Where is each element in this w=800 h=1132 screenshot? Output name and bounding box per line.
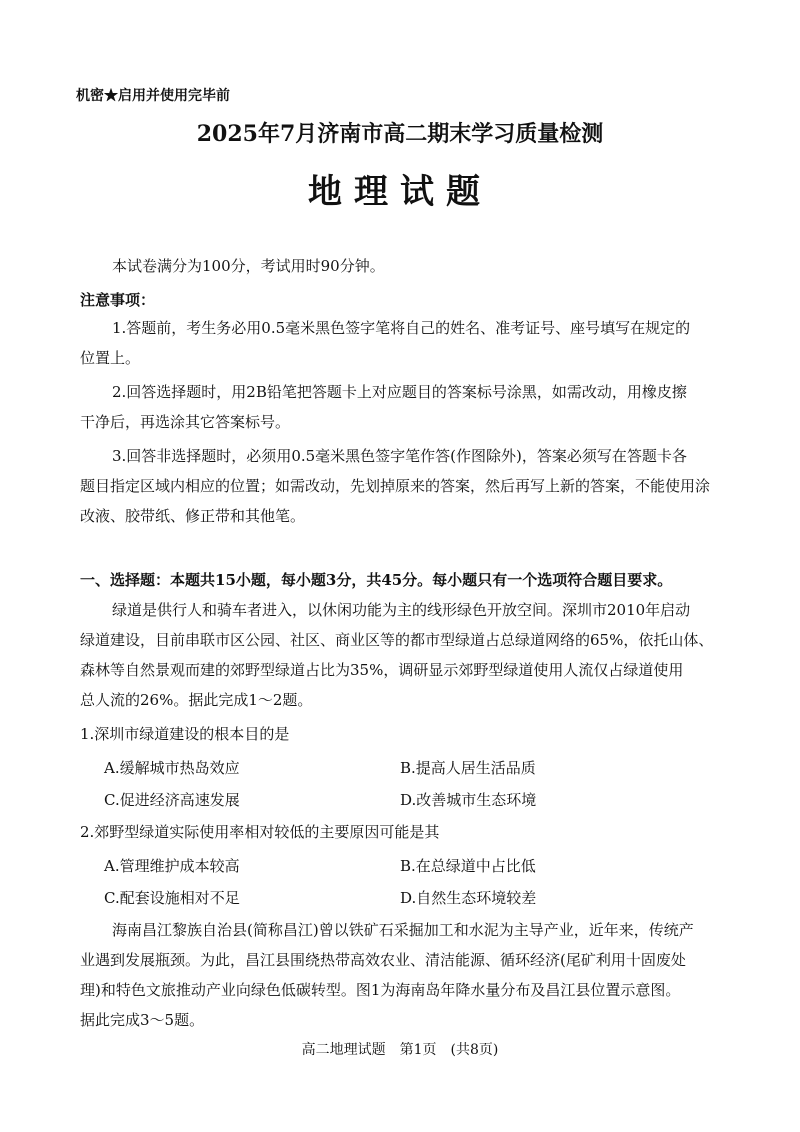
intro-text: 本试卷满分为100分，考试用时90分钟。 <box>112 257 385 275</box>
subject-title: 地理试题 <box>308 172 492 212</box>
notice-line-4: 干净后，再选涂其它答案标号。 <box>80 413 291 431</box>
q2-option-c: C.配套设施相对不足 <box>104 889 240 907</box>
q1-option-b: B.提高人居生活品质 <box>400 759 536 777</box>
q1-option-c: C.促进经济高速发展 <box>104 791 240 809</box>
notice-line-6: 题目指定区域内相应的位置；如需改动，先划掉原来的答案，然后再写上新的答案，不能使用涂 <box>80 477 711 495</box>
q2-option-a: A.管理维护成本较高 <box>104 857 240 875</box>
passage2-line-3: 理)和特色文旅推动产业向绿色低碳转型。图1为海南岛年降水量分布及昌江县位置示意图。 <box>80 981 681 999</box>
q1-option-a: A.缓解城市热岛效应 <box>104 759 240 777</box>
passage2-line-2: 业遇到发展瓶颈。为此，昌江县围绕热带高效农业、清洁能源、循环经济(尾矿利用十固废处 <box>80 951 686 969</box>
passage1-line-2: 绿道建设，目前串联市区公园、社区、商业区等的都市型绿道占总绿道网络的65%，依托山体、 <box>80 631 714 649</box>
page-footer: 高二地理试题 第1页 (共8页) <box>301 1042 499 1058</box>
notice-line-1: 1.答题前，考生务必用0.5毫米黑色签字笔将自己的姓名、准考证号、座号填写在规定的 <box>112 319 691 337</box>
notice-line-7: 改液、胶带纸、修正带和其他笔。 <box>80 507 306 525</box>
notice-line-5: 3.回答非选择题时，必须用0.5毫米黑色签字笔作答(作图除外)，答案必须写在答题卡各 <box>112 447 687 465</box>
q2-stem: 2.郊野型绿道实际使用率相对较低的主要原因可能是其 <box>80 823 440 841</box>
notice-line-3: 2.回答选择题时，用2B铅笔把答题卡上对应题目的答案标号涂黑，如需改动，用橡皮擦 <box>112 383 687 401</box>
section1-heading: 一、选择题：本题共15小题，每小题3分，共45分。每小题只有一个选项符合题目要求。 <box>80 571 673 589</box>
passage1-line-3: 森林等自然景观而建的郊野型绿道占比为35%，调研显示郊野型绿道使用人流仅占绿道使用 <box>80 661 684 679</box>
q1-option-d: D.改善城市生态环境 <box>400 791 537 809</box>
passage1-line-1: 绿道是供行人和骑车者进入，以休闲功能为主的线形绿色开放空间。深圳市2010年启动 <box>112 601 691 619</box>
q2-option-d: D.自然生态环境较差 <box>400 889 537 907</box>
passage2-line-4: 据此完成3～5题。 <box>80 1011 205 1029</box>
q2-option-b: B.在总绿道中占比低 <box>400 857 536 875</box>
confidential-label: 机密★启用并使用完毕前 <box>76 88 230 104</box>
q1-stem: 1.深圳市绿道建设的根本目的是 <box>80 725 290 743</box>
passage1-line-4: 总人流的26%。据此完成1～2题。 <box>80 691 313 709</box>
notice-line-2: 位置上。 <box>80 349 141 367</box>
passage2-line-1: 海南昌江黎族自治县(简称昌江)曾以铁矿石采掘加工和水泥为主导产业，近年来，传统产 <box>112 921 694 939</box>
notice-heading: 注意事项： <box>80 291 156 309</box>
exam-title: 2025年7月济南市高二期末学习质量检测 <box>196 121 604 147</box>
